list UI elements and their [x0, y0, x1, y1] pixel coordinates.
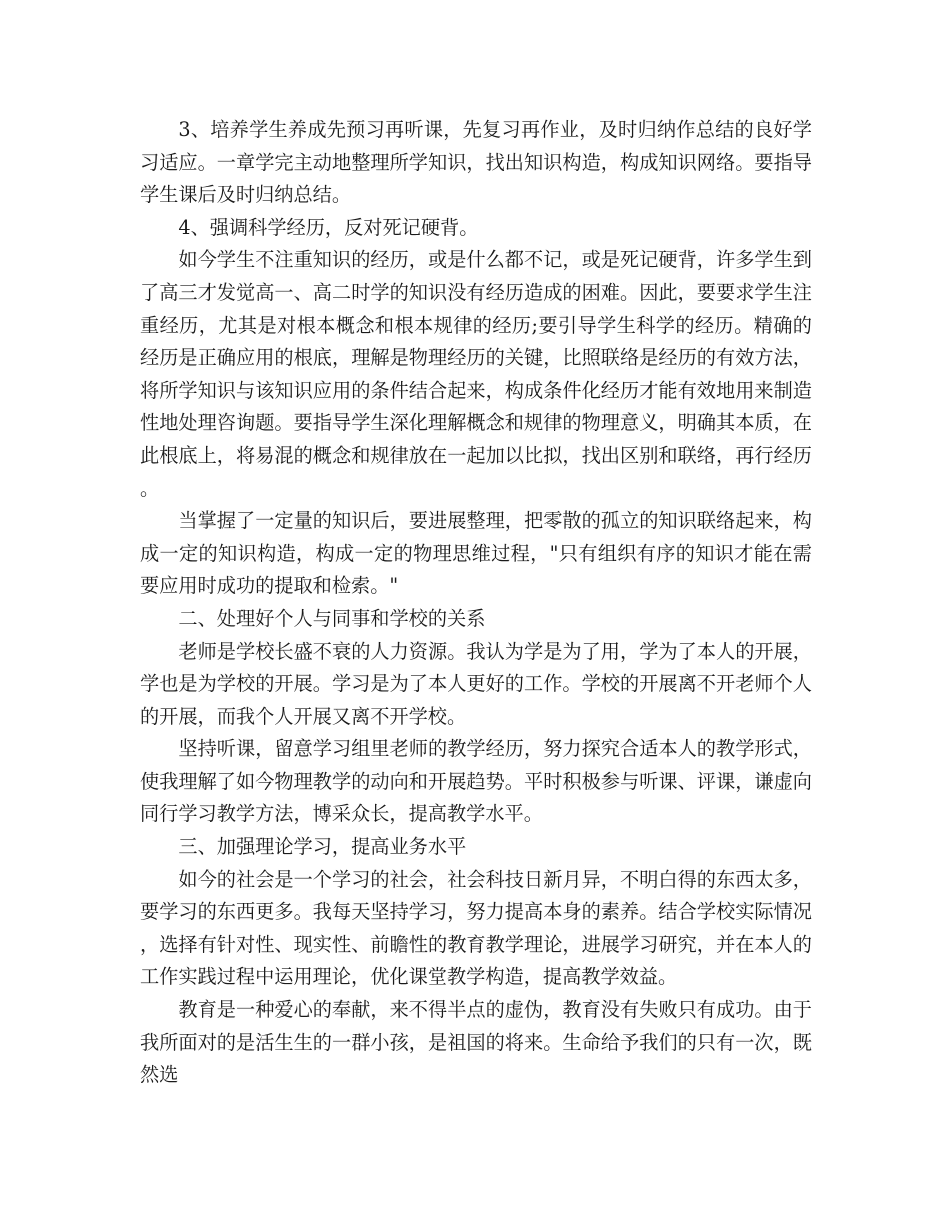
paragraph-lesson-observation: 坚持听课，留意学习组里老师的教学经历，努力探究合适本人的教学形式，使我理解了如今物理教学的动向和开展趋势。平时积极参与听课、评课，谦虚向同行学习教学方法，博采众长，提高教学水平。 — [140, 737, 812, 826]
document-body — [140, 114, 812, 1092]
section-heading-relationships: 二、处理好个人与同事和学校的关系 — [178, 606, 486, 630]
paragraph-study-habits: 3、培养学生养成先预习再听课，先复习再作业，及时归纳作总结的良好学习适应。一章学完主动地整理所学知识，找出知识构造，构成知识网络。要指导学生课后及时归纳总结。 — [140, 118, 812, 207]
paragraph-teacher-development: 老师是学校长盛不衰的人力资源。我认为学是为了用，学为了本人的开展，学也是为学校的开展。学习是为了本人更好的工作。学校的开展离不开老师个人的开展，而我个人开展又离不开学校。 — [140, 639, 812, 728]
paragraph-scientific-memory-heading: 4、强调科学经历，反对死记硬背。 — [178, 215, 479, 239]
section-heading-theory-study: 三、加强理论学习，提高业务水平 — [178, 835, 467, 859]
paragraph-education-devotion: 教育是一种爱心的奉献，来不得半点的虚伪，教育没有失败只有成功。由于我所面对的是活生生的一群小孩，是祖国的将来。生命给予我们的只有一次，既然选 — [140, 998, 812, 1087]
paragraph-knowledge-structure: 当掌握了一定量的知识后，要进展整理，把零散的孤立的知识联络起来，构成一定的知识构造，构成一定的物理思维过程，"只有组织有序的知识才能在需要应用时成功的提取和检索。" — [140, 509, 812, 598]
paragraph-learning-society: 如今的社会是一个学习的社会，社会科技日新月异，不明白得的东西太多，要学习的东西更多。我每天坚持学习，努力提高本身的素养。结合学校实际情况，选择有针对性、现实性、前瞻性的教育教学理论，进展学习研究，并在本人的工作实践过程中运用理论，优化课堂教学构造，提高教学效益。 — [140, 867, 812, 989]
paragraph-memory-methods: 如今学生不注重知识的经历，或是什么都不记，或是死记硬背，许多学生到了高三才发觉高一、高二时学的知识没有经历造成的困难。因此，要要求学生注重经历，尤其是对根本概念和根本规律的经历;要引导学生科学的经历。精确的经历是正确应用的根底，理解是物理经历的关键，比照联络是经历的有效方法，将所学知识与该知识应用的条件结合起来，构成条件化经历才能有效地用来制造性地处理咨询题。要指导学生深化理解概念和规律的物理意义，明确其本质，在此根底上，将易混的概念和规律放在一起加以比拟，找出区别和联络，再行经历。 — [140, 248, 812, 500]
